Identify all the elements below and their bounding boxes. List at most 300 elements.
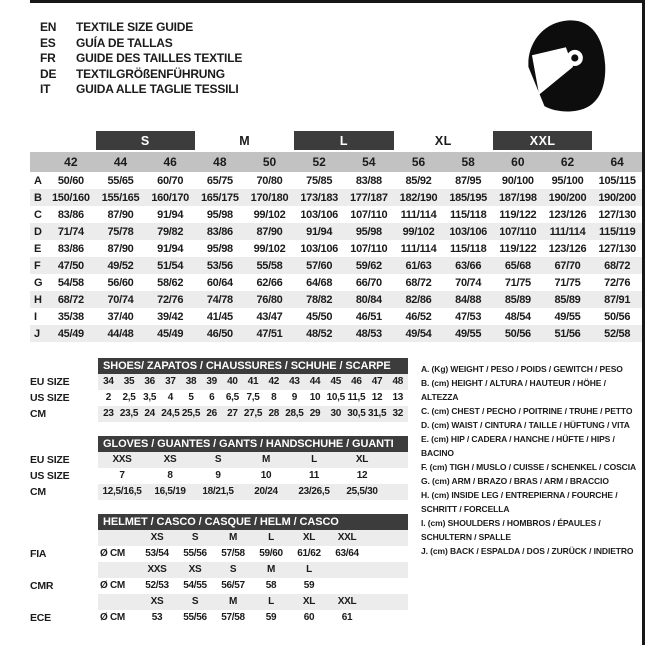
measure-row-a [30, 172, 642, 189]
size-value: 111/114 [400, 242, 437, 255]
unit-spacer [98, 594, 138, 610]
size-value: 45/49 [57, 327, 84, 340]
value-cell: 28 [268, 408, 279, 419]
value-cell: 59 [265, 612, 277, 623]
row-label: CM [30, 408, 46, 420]
value-cell: 38 [185, 376, 197, 387]
textile-size-table [30, 131, 642, 342]
size-value: 63/66 [455, 259, 482, 272]
language-code: IT [40, 82, 51, 97]
helmet-icon [520, 16, 610, 116]
size-cell: S [229, 564, 237, 575]
value-cell: 34 [103, 376, 114, 387]
value-cell: 12,5/16,5 [102, 486, 142, 497]
size-group-xl: XL [434, 133, 452, 148]
value-cell: 27,5 [243, 408, 263, 419]
size-value: 47/53 [455, 310, 482, 323]
size-value: 50/60 [57, 174, 84, 187]
size-value: 187/198 [498, 191, 537, 204]
size-value: 45/50 [306, 310, 333, 323]
language-code: EN [40, 20, 57, 34]
size-value: 90/100 [501, 174, 534, 187]
shoes-row [30, 390, 408, 406]
value-cell: 11 [309, 470, 319, 481]
size-group-xxl: XXL [493, 131, 592, 150]
frame-border-top [30, 0, 645, 3]
legend-item: I. (cm) SHOULDERS / HOMBROS / ÉPAULES / SCHULTERN / SPALLE [421, 518, 601, 542]
size-value: 51/54 [157, 259, 184, 272]
value-cell: 3,5 [143, 392, 157, 403]
size-value: 119/122 [499, 208, 537, 221]
size-header-cell: 42 [64, 155, 78, 169]
value-strip [98, 578, 408, 594]
size-header-cell: 50 [262, 155, 277, 169]
measure-row-f [30, 257, 642, 274]
standard-label: ECE [30, 612, 51, 624]
unit-spacer [98, 562, 138, 578]
size-value: 91/94 [157, 208, 184, 221]
size-value: 46/51 [355, 310, 382, 323]
gloves-row [30, 468, 408, 484]
size-value: 71/74 [57, 225, 84, 238]
row-label: EU SIZE [30, 376, 70, 388]
language-label: GUÍA DE TALLAS [76, 35, 173, 50]
size-value: 127/130 [598, 242, 636, 255]
value-cell: 61 [341, 612, 353, 623]
size-cell: S [191, 596, 199, 607]
helmet-table [30, 514, 408, 626]
size-value: 85/89 [504, 293, 531, 306]
size-value: 70/74 [107, 293, 134, 306]
value-cell: 60 [303, 612, 315, 623]
size-value: 60/64 [206, 276, 233, 289]
helmet-value-row [30, 546, 408, 562]
size-cell: S [191, 532, 199, 543]
value-cell: 5 [188, 392, 194, 403]
row-label: EU SIZE [30, 454, 70, 466]
size-value: 115/119 [598, 225, 636, 238]
size-value: 87/91 [604, 293, 631, 306]
helmet-size-row [30, 530, 408, 546]
size-cell: XXL [337, 596, 357, 607]
size-value: 87/90 [256, 225, 283, 238]
size-value: 67/70 [554, 259, 581, 272]
size-value: 78/82 [306, 293, 333, 306]
value-cell: 9 [291, 392, 298, 403]
size-value: 45/49 [157, 327, 184, 340]
value-cell: S [214, 454, 222, 465]
value-cell: 48 [392, 376, 403, 387]
size-value: 82/86 [405, 293, 432, 306]
row-letter: F [34, 259, 41, 272]
helmet-table-title: HELMET / CASCO / CASQUE / HELM / CASCO [98, 514, 408, 530]
size-value: 177/187 [349, 191, 388, 204]
row-letter: G [34, 276, 43, 289]
value-cell: 8 [271, 392, 277, 403]
shoes-table-body [30, 374, 408, 422]
shoes-table [30, 358, 408, 422]
size-group-l: L [294, 131, 393, 150]
language-label: TEXTILE SIZE GUIDE [76, 20, 194, 34]
size-value: 70/80 [256, 174, 283, 187]
row-letter: J [34, 327, 40, 340]
size-value: 83/86 [57, 242, 84, 255]
value-cell: XS [163, 454, 177, 465]
size-value: 95/98 [355, 225, 382, 238]
size-value: 87/90 [107, 242, 134, 255]
size-value: 35/38 [57, 310, 84, 323]
size-value: 58/62 [157, 276, 184, 289]
value-cell: 6,5 [225, 392, 239, 403]
size-value: 123/126 [548, 242, 587, 255]
standard-label: CMR [30, 580, 54, 592]
size-strip [98, 594, 408, 610]
size-value: 155/165 [101, 191, 140, 204]
value-cell: 41 [247, 376, 259, 387]
size-value: 49/55 [554, 310, 581, 323]
size-value: 64/68 [306, 276, 333, 289]
size-value: 95/98 [206, 242, 233, 255]
value-cell: 7 [119, 470, 125, 481]
size-value: 95/98 [206, 208, 233, 221]
size-value: 170/180 [250, 191, 289, 204]
row-letter: A [34, 174, 42, 187]
size-value: 49/54 [405, 327, 432, 340]
value-cell: 42 [268, 376, 279, 387]
legend-item: A. (Kg) WEIGHT / PESO / POIDS / GEWITCH / PESO [421, 364, 623, 374]
value-cell: 44 [309, 376, 321, 387]
size-value: 103/106 [300, 208, 338, 221]
size-value: 49/52 [107, 259, 134, 272]
language-label: TEXTILGRÖßENFÜHRUNG [76, 66, 225, 81]
size-value: 103/106 [449, 225, 487, 238]
value-cell: 35 [123, 376, 135, 387]
value-cell: 24,5 [161, 408, 180, 419]
value-cell: 25,5 [181, 408, 201, 419]
size-value: 65/75 [206, 174, 233, 187]
size-cell: M [228, 596, 238, 607]
size-value: 68/72 [405, 276, 432, 289]
value-cell: 25,5/30 [346, 486, 378, 497]
shoes-row [30, 406, 408, 422]
language-header [40, 20, 242, 98]
row-letter: H [34, 293, 42, 306]
size-value: 75/85 [306, 174, 333, 187]
value-cell: 52/53 [145, 580, 169, 591]
value-cell: 59 [303, 580, 315, 591]
value-cell: 9 [215, 470, 221, 481]
value-cell: 10 [260, 470, 272, 481]
size-value: 43/47 [256, 310, 283, 323]
value-cell: 55/56 [183, 612, 207, 623]
gloves-table [30, 436, 408, 500]
size-value: 190/200 [598, 191, 636, 204]
row-label: US SIZE [30, 470, 70, 482]
size-value: 111/114 [400, 208, 437, 221]
size-cell: XXS [147, 564, 167, 575]
size-value: 99/102 [402, 225, 435, 238]
gloves-row [30, 452, 408, 468]
size-value: 47/50 [57, 259, 84, 272]
language-item [40, 20, 242, 36]
size-cell: XS [150, 596, 164, 607]
size-value: 56/60 [107, 276, 134, 289]
value-cell: 55/56 [183, 548, 207, 559]
size-cell: XS [188, 564, 202, 575]
measure-row-i [30, 308, 642, 325]
value-cell: 63/64 [335, 548, 359, 559]
value-cell: 40 [227, 376, 238, 387]
size-value: 48/52 [306, 327, 333, 340]
size-header-cell: 46 [163, 155, 177, 169]
language-code: DE [40, 66, 57, 81]
size-header-cell: 56 [411, 155, 426, 169]
value-cell: 53/54 [145, 548, 169, 559]
size-value: 127/130 [598, 208, 636, 221]
size-value: 182/190 [399, 191, 438, 204]
size-value: 50/56 [504, 327, 531, 340]
size-value: 71/75 [554, 276, 581, 289]
value-cell: 2,5 [122, 392, 136, 403]
size-value: 46/50 [206, 327, 233, 340]
legend-item: B. (cm) HEIGHT / ALTURA / HAUTEUR / HÖHE / ALTEZZA [421, 378, 606, 402]
unit-label: Ø CM [100, 612, 125, 623]
value-cell: 57/58 [221, 612, 245, 623]
size-value: 74/78 [206, 293, 233, 306]
value-cell: 31,5 [367, 408, 387, 419]
language-code: FR [40, 51, 56, 66]
value-cell: 46 [351, 376, 362, 387]
size-value: 103/106 [300, 242, 338, 255]
value-cell: 24 [144, 408, 155, 419]
size-cell: L [268, 596, 274, 607]
value-cell: 36 [144, 376, 155, 387]
value-cell: 39 [206, 376, 217, 387]
value-cell: 8 [167, 470, 173, 481]
value-cell: 10,5 [326, 392, 345, 403]
size-header-cell: 58 [461, 155, 475, 169]
value-strip [98, 610, 408, 626]
size-value: 44/48 [107, 327, 134, 340]
legend-item: J. (cm) BACK / ESPALDA / DOS / ZURÜCK / INDIETRO [421, 546, 634, 556]
size-cell: XL [302, 596, 316, 607]
gloves-row [30, 484, 408, 500]
size-value: 70/74 [455, 276, 482, 289]
size-value: 76/80 [256, 293, 283, 306]
value-strip [98, 468, 408, 484]
helmet-title-row [30, 514, 408, 530]
main-table-body [30, 172, 642, 342]
value-cell: 23,5 [119, 408, 139, 419]
legend-item: D. (cm) WAIST / CINTURA / TAILLE / HÜFTUNG / VITA [421, 420, 630, 430]
value-cell: 10 [309, 392, 321, 403]
size-value: 66/70 [355, 276, 382, 289]
size-value: 111/114 [549, 225, 586, 238]
value-cell: 13 [392, 392, 403, 403]
value-cell: 30,5 [347, 408, 366, 419]
value-cell: 53 [151, 612, 163, 623]
size-value: 37/40 [107, 310, 134, 323]
value-cell: XXS [112, 454, 132, 465]
measurement-legend [421, 362, 641, 558]
size-value: 55/58 [256, 259, 283, 272]
size-value: 51/56 [554, 327, 581, 340]
language-item [40, 36, 242, 52]
value-cell: XL [355, 454, 369, 465]
value-cell: 58 [265, 580, 277, 591]
size-cell: M [228, 532, 238, 543]
value-cell: 54/55 [183, 580, 207, 591]
value-cell: 4 [167, 392, 173, 403]
value-strip [98, 484, 408, 500]
size-value: 61/63 [405, 259, 432, 272]
size-value: 83/86 [206, 225, 233, 238]
size-value: 99/102 [253, 208, 286, 221]
value-cell: 61/62 [297, 548, 321, 559]
size-value: 105/115 [598, 174, 636, 187]
language-code: ES [40, 35, 56, 50]
size-cell: L [306, 564, 312, 575]
helmet-table-body [30, 530, 408, 626]
size-value: 87/90 [107, 208, 134, 221]
value-cell: 26 [206, 408, 217, 419]
size-value: 84/88 [455, 293, 482, 306]
size-value: 185/195 [449, 191, 487, 204]
value-strip [98, 406, 408, 422]
size-value: 160/170 [151, 191, 189, 204]
size-value: 83/86 [57, 208, 84, 221]
value-cell: 16,5/19 [154, 486, 186, 497]
value-cell: 43 [289, 376, 300, 387]
size-value: 46/52 [405, 310, 432, 323]
size-header-cell: 64 [610, 155, 624, 169]
size-header-cell: 48 [213, 155, 227, 169]
value-cell: 47 [371, 376, 383, 387]
value-strip [98, 452, 408, 468]
value-cell: 23/26,5 [298, 486, 330, 497]
size-value: 68/72 [604, 259, 631, 272]
size-value: 119/122 [499, 242, 537, 255]
measure-row-h [30, 291, 642, 308]
size-value: 95/100 [551, 174, 584, 187]
size-value: 71/75 [504, 276, 531, 289]
value-cell: 7,5 [246, 392, 260, 403]
size-value: 53/56 [206, 259, 233, 272]
size-cell: XXL [337, 532, 357, 543]
value-strip [98, 546, 408, 562]
size-value: 115/118 [449, 208, 487, 221]
value-cell: 37 [165, 376, 176, 387]
value-cell: 45 [330, 376, 341, 387]
legend-item: G. (cm) ARM / BRAZO / BRAS / ARM / BRACCIO [421, 476, 609, 486]
value-cell: 12 [356, 470, 368, 481]
row-label: US SIZE [30, 392, 70, 404]
value-cell: 30 [330, 408, 341, 419]
size-value: 52/58 [604, 327, 631, 340]
size-value: 48/54 [504, 310, 531, 323]
unit-label: Ø CM [100, 548, 125, 559]
size-value: 60/70 [157, 174, 184, 187]
size-value: 150/160 [51, 191, 90, 204]
size-header-cell: 44 [113, 155, 128, 169]
size-value: 47/51 [256, 327, 283, 340]
size-value: 165/175 [200, 191, 239, 204]
value-cell: 29 [309, 408, 321, 419]
unit-spacer [98, 530, 138, 546]
language-label: GUIDA ALLE TAGLIE TESSILI [76, 82, 239, 97]
size-strip [98, 530, 408, 546]
size-value: 68/72 [57, 293, 84, 306]
size-value: 57/60 [306, 259, 333, 272]
language-list [40, 20, 242, 98]
value-cell: 11,5 [347, 392, 366, 403]
size-value: 72/76 [604, 276, 631, 289]
measure-row-c [30, 206, 642, 223]
value-cell: 57/58 [221, 548, 245, 559]
size-value: 99/102 [253, 242, 286, 255]
row-letter: D [34, 225, 42, 238]
size-value: 85/92 [405, 174, 432, 187]
measure-row-b [30, 189, 642, 206]
shoes-title-row [30, 358, 408, 374]
size-header-cell: 60 [511, 155, 525, 169]
size-value: 91/94 [306, 225, 333, 238]
value-cell: 27 [227, 408, 238, 419]
legend-item: C. (cm) CHEST / PECHO / POITRINE / TRUHE / PETTO [421, 406, 633, 416]
accessory-tables [30, 358, 408, 640]
size-value: 107/110 [499, 225, 537, 238]
helmet-size-row [30, 562, 408, 578]
size-value: 80/84 [355, 293, 382, 306]
measure-row-e [30, 240, 642, 257]
size-value: 50/56 [604, 310, 631, 323]
value-cell: 59/60 [259, 548, 283, 559]
value-cell: 20/24 [254, 486, 278, 497]
size-value: 39/42 [157, 310, 184, 323]
language-label: GUIDE DES TAILLES TEXTILE [76, 51, 243, 66]
row-letter: E [34, 242, 42, 255]
size-value: 54/58 [57, 276, 84, 289]
size-header-cell: 62 [560, 155, 575, 169]
unit-label: Ø CM [100, 580, 125, 591]
legend-item: H. (cm) INSIDE LEG / ENTREPIERNA / FOURCHE / SCHRITT / FORCELLA [421, 490, 618, 514]
size-header-cell: 52 [312, 155, 326, 169]
size-value: 79/82 [157, 225, 184, 238]
row-letter: B [34, 191, 42, 204]
size-value: 115/118 [449, 242, 487, 255]
helmet-value-row [30, 610, 408, 626]
row-label: CM [30, 486, 46, 498]
size-value: 41/45 [206, 310, 233, 323]
size-value: 48/53 [355, 327, 382, 340]
size-value: 107/110 [350, 242, 388, 255]
value-strip [98, 374, 408, 390]
size-value: 87/95 [455, 174, 482, 187]
size-group-row [30, 131, 642, 150]
size-cell: L [268, 532, 274, 543]
measure-row-j [30, 325, 642, 342]
language-item [40, 82, 242, 98]
value-cell: 6 [209, 392, 215, 403]
value-cell [328, 578, 366, 594]
helmet-size-row [30, 594, 408, 610]
size-cell [328, 562, 366, 578]
size-value: 59/62 [355, 259, 382, 272]
size-value: 83/88 [355, 174, 382, 187]
size-value: 123/126 [548, 208, 587, 221]
value-cell: 32 [392, 408, 403, 419]
size-value: 190/200 [548, 191, 587, 204]
